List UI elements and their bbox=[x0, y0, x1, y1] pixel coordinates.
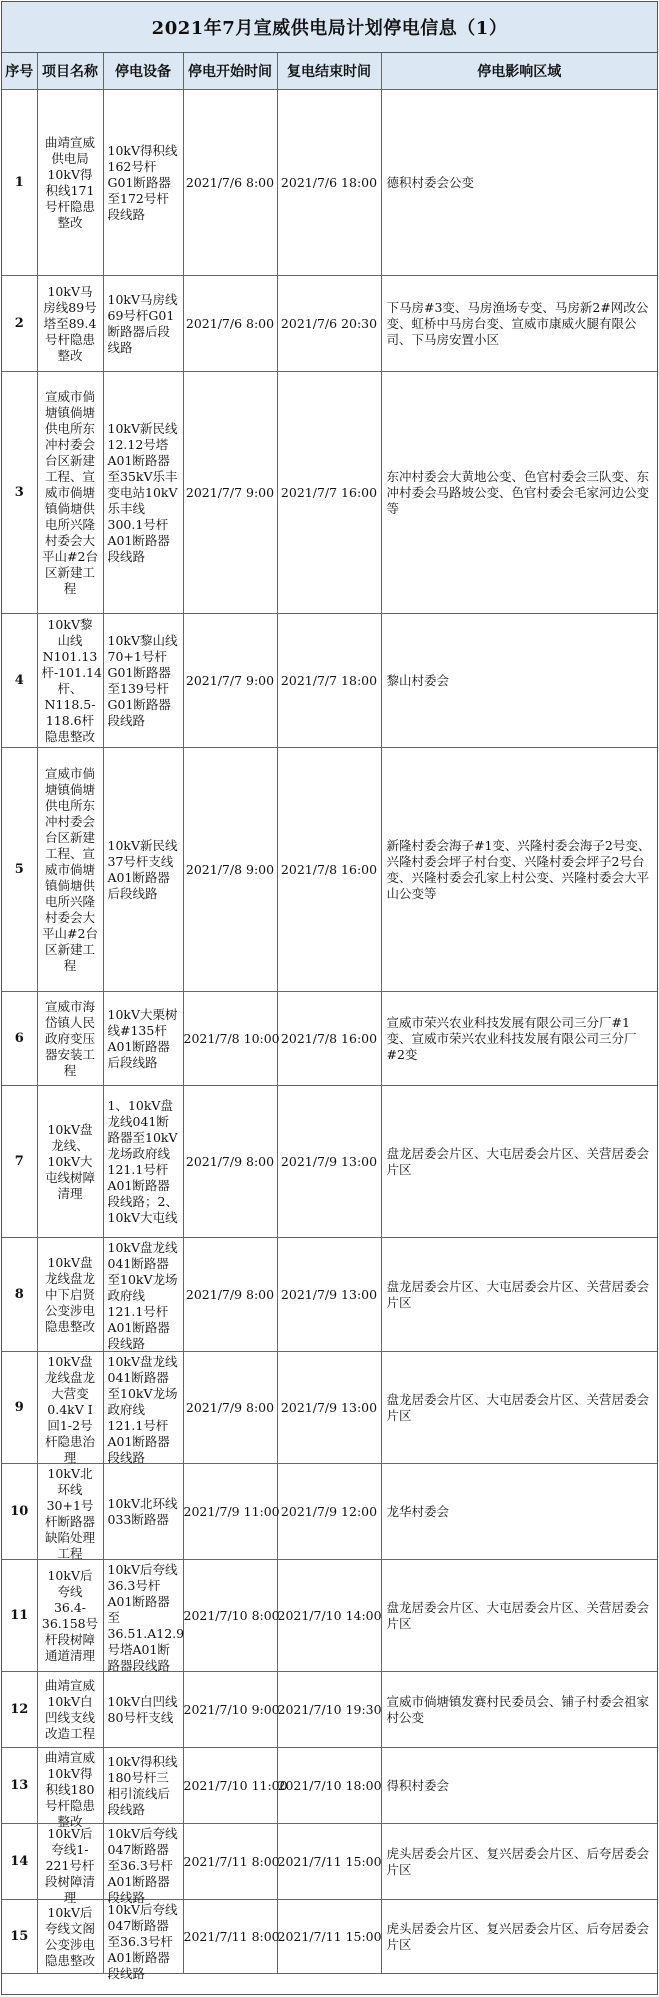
project-name-cell bbox=[37, 1748, 103, 1829]
outage-device: 10kV得积线162号杆G01断路器至172号杆段线路 bbox=[107, 142, 178, 222]
project-name: 10kV后夸线1-221号杆段树障清理 bbox=[44, 1825, 95, 1905]
end-time: 2021/7/6 18:00 bbox=[277, 90, 381, 276]
header-no: 序号 bbox=[2, 53, 37, 90]
start-time: 2021/7/10 9:00 bbox=[183, 1672, 277, 1748]
start-time: 2021/7/7 9:00 bbox=[183, 372, 277, 614]
outage-device: 10kV后夸线047断路器至36.3号杆A01断路器段线路 bbox=[107, 1825, 178, 1905]
project-name: 10kV马房线89号塔至89.4号杆隐患整改 bbox=[43, 283, 97, 363]
affected-area-cell bbox=[381, 1086, 657, 1238]
outage-device: 10kV后夸线36.3号杆A01断路器至36.51.A12.9号塔A01断路器段线路 bbox=[107, 1561, 185, 1673]
outage-device-cell bbox=[103, 1238, 183, 1352]
header-device: 停电设备 bbox=[103, 53, 183, 90]
start-time: 2021/7/6 8:00 bbox=[183, 276, 277, 372]
project-name: 10kV后夸线36.4-36.158号杆段树障通道清理 bbox=[41, 1567, 99, 1663]
row-number: 12 bbox=[2, 1672, 37, 1748]
row-number: 9 bbox=[2, 1352, 37, 1464]
end-time: 2021/7/7 18:00 bbox=[277, 614, 381, 748]
outage-device: 10kV盘龙线041断路器至10kV龙场政府线121.1号杆A01断路器段线路 bbox=[107, 1353, 178, 1465]
project-name-cell bbox=[37, 748, 103, 992]
table-row bbox=[2, 748, 657, 992]
project-name-cell bbox=[37, 1672, 103, 1748]
outage-device-cell bbox=[103, 1464, 183, 1560]
table-row bbox=[2, 372, 657, 614]
table-row bbox=[2, 1672, 657, 1748]
table-row bbox=[2, 1824, 657, 1900]
project-name-cell bbox=[37, 1560, 103, 1672]
row-number: 5 bbox=[2, 748, 37, 992]
project-name-cell bbox=[37, 1086, 103, 1238]
start-time: 2021/7/10 8:00 bbox=[183, 1560, 277, 1672]
outage-device: 10kV后夸线047断路器至36.3号杆A01断路器段线路 bbox=[107, 1901, 178, 1981]
affected-area-cell bbox=[381, 1672, 657, 1748]
project-name-cell bbox=[37, 90, 103, 276]
start-time: 2021/7/9 8:00 bbox=[183, 1086, 277, 1238]
table-row bbox=[2, 614, 657, 748]
header-affected-area: 停电影响区域 bbox=[381, 53, 657, 90]
row-number: 8 bbox=[2, 1238, 37, 1352]
end-time: 2021/7/10 18:00 bbox=[277, 1748, 381, 1824]
start-time: 2021/7/10 11:00 bbox=[183, 1748, 277, 1824]
affected-area-cell bbox=[381, 1824, 657, 1900]
project-name: 10kV盘龙线盘龙大营变0.4kV I回1-2号杆隐患治理 bbox=[44, 1353, 95, 1465]
project-name-cell bbox=[37, 1352, 103, 1464]
outage-device: 10kV黎山线70+1号杆G01断路器至139号杆G01断路器段线路 bbox=[107, 632, 178, 728]
outage-device-cell bbox=[103, 1086, 183, 1238]
start-time: 2021/7/9 11:00 bbox=[183, 1464, 277, 1560]
start-time: 2021/7/9 8:00 bbox=[183, 1352, 277, 1464]
end-time: 2021/7/8 16:00 bbox=[277, 748, 381, 992]
affected-area: 东冲村委会大黄地公变、色官村委会三队变、东冲村委会马路坡公变、色官村委会毛家河边公变等 bbox=[386, 468, 650, 516]
table-row bbox=[2, 90, 657, 276]
project-name: 曲靖宣威10kV得积线180号杆隐患整改 bbox=[44, 1749, 95, 1829]
table-row bbox=[2, 1238, 657, 1352]
outage-device-cell bbox=[103, 1352, 183, 1464]
header-start-time: 停电开始时间 bbox=[183, 53, 277, 90]
project-name-cell bbox=[37, 276, 103, 372]
affected-area: 得积村委会 bbox=[386, 1777, 450, 1793]
start-time: 2021/7/7 9:00 bbox=[183, 614, 277, 748]
project-name-cell bbox=[37, 1238, 103, 1352]
affected-area-cell bbox=[381, 1238, 657, 1352]
end-time: 2021/7/11 15:00 bbox=[277, 1900, 381, 1974]
project-name-cell bbox=[37, 1464, 103, 1560]
outage-device: 10kV北环线033断路器 bbox=[107, 1495, 178, 1527]
affected-area: 盘龙居委会片区、大屯居委会片区、关营居委会片区 bbox=[386, 1145, 650, 1177]
row-number: 4 bbox=[2, 614, 37, 748]
row-number: 1 bbox=[2, 90, 37, 276]
row-number: 13 bbox=[2, 1748, 37, 1824]
affected-area-cell bbox=[381, 372, 657, 614]
header-row bbox=[2, 53, 657, 90]
affected-area-cell bbox=[381, 748, 657, 992]
end-time: 2021/7/10 14:00 bbox=[277, 1560, 381, 1672]
start-time: 2021/7/6 8:00 bbox=[183, 90, 277, 276]
project-name-cell bbox=[37, 614, 103, 748]
row-number: 14 bbox=[2, 1824, 37, 1900]
outage-device-cell bbox=[103, 372, 183, 614]
outage-device: 1、10kV盘龙线041断路器至10kV龙场政府线121.1号杆A01断路器段线路；2、10kV大屯线 bbox=[107, 1097, 178, 1225]
outage-device: 10kV新民线37号杆支线A01断路器后段线路 bbox=[107, 837, 178, 901]
table-row bbox=[2, 992, 657, 1086]
outage-device: 10kV白凹线80号杆支线 bbox=[107, 1693, 178, 1725]
start-time: 2021/7/8 9:00 bbox=[183, 748, 277, 992]
table-row bbox=[2, 1748, 657, 1824]
table-row bbox=[2, 276, 657, 372]
outage-device-cell bbox=[103, 614, 183, 748]
project-name-cell bbox=[37, 992, 103, 1086]
outage-table bbox=[2, 53, 657, 1981]
project-name: 曲靖宣威10kV白凹线支线改造工程 bbox=[44, 1677, 95, 1741]
outage-device: 10kV马房线69号杆G01断路器后段线路 bbox=[107, 291, 178, 355]
affected-area-cell bbox=[381, 1464, 657, 1560]
affected-area: 虎头居委会片区、复兴居委会片区、后夸居委会片区 bbox=[386, 1845, 650, 1877]
affected-area-cell bbox=[381, 1900, 657, 1974]
table-body bbox=[2, 90, 657, 1981]
row-number: 7 bbox=[2, 1086, 37, 1238]
project-name-cell bbox=[37, 1824, 103, 1905]
project-name: 10kV盘龙线、10kV大屯线树障清理 bbox=[44, 1121, 95, 1201]
project-name: 宣威市倘塘镇倘塘供电所东冲村委会台区新建工程、宣威市倘塘镇倘塘供电所兴隆村委会大平山#2台区新建工程 bbox=[42, 765, 98, 973]
outage-device-cell bbox=[103, 1824, 183, 1905]
end-time: 2021/7/9 13:00 bbox=[277, 1238, 381, 1352]
affected-area: 盘龙居委会片区、大屯居委会片区、关营居委会片区 bbox=[386, 1391, 650, 1423]
affected-area-cell bbox=[381, 1352, 657, 1464]
affected-area: 新隆村委会海子#1变、兴隆村委会海子2号变、兴隆村委会坪子村台变、兴隆村委会坪子2号台变、兴隆村委会孔家上村公变、兴隆村委会大平山公变等 bbox=[386, 837, 651, 901]
end-time: 2021/7/9 12:00 bbox=[277, 1464, 381, 1560]
outage-device-cell bbox=[103, 90, 183, 276]
row-number: 6 bbox=[2, 992, 37, 1086]
affected-area-cell bbox=[381, 276, 657, 372]
outage-device-cell bbox=[103, 1672, 183, 1748]
affected-area: 宣威市倘塘镇发赛村民委员会、铺子村委会祖家村公变 bbox=[386, 1693, 650, 1725]
project-name-cell bbox=[37, 372, 103, 614]
project-name: 10kV后夸线文阁公变涉电隐患整改 bbox=[44, 1904, 95, 1968]
end-time: 2021/7/10 19:30 bbox=[277, 1672, 381, 1748]
affected-area: 虎头居委会片区、复兴居委会片区、后夸居委会片区 bbox=[386, 1920, 650, 1952]
start-time: 2021/7/8 10:00 bbox=[183, 992, 277, 1086]
affected-area: 宣威市荣兴农业科技发展有限公司三分厂#1变、宣威市荣兴农业科技发展有限公司三分厂#2变 bbox=[386, 1014, 637, 1062]
project-name: 10kV盘龙线盘龙中下启贤公变涉电隐患整改 bbox=[44, 1254, 95, 1334]
project-name: 宣威市海岱镇人民政府变压器安装工程 bbox=[44, 998, 95, 1078]
outage-device: 10kV新民线12.12号塔A01断路器至35kV乐丰变电站10kV乐丰线300.1号杆A01断路器段线路 bbox=[107, 420, 178, 564]
row-number: 11 bbox=[2, 1560, 37, 1672]
outage-device-cell bbox=[103, 276, 183, 372]
outage-device-cell bbox=[103, 1560, 183, 1672]
end-time: 2021/7/7 16:00 bbox=[277, 372, 381, 614]
header-project-name: 项目名称 bbox=[37, 53, 103, 90]
affected-area: 盘龙居委会片区、大屯居委会片区、关营居委会片区 bbox=[386, 1278, 650, 1310]
header-end-time: 复电结束时间 bbox=[277, 53, 381, 90]
row-number: 10 bbox=[2, 1464, 37, 1560]
row-number: 3 bbox=[2, 372, 37, 614]
affected-area: 盘龙居委会片区、大屯居委会片区、关营居委会片区 bbox=[386, 1599, 650, 1631]
outage-device-cell bbox=[103, 1748, 183, 1824]
affected-area: 下马房#3变、马房渔场专变、马房新2#网改公变、虹桥中马房台变、宣威市康威火腿有限公司、下马房安置小区 bbox=[386, 299, 649, 347]
project-name-cell bbox=[37, 1900, 103, 1974]
row-number: 15 bbox=[2, 1900, 37, 1974]
outage-device: 10kV得积线180号杆三相引流线后段线路 bbox=[107, 1753, 178, 1817]
affected-area-cell bbox=[381, 90, 657, 276]
start-time: 2021/7/9 8:00 bbox=[183, 1238, 277, 1352]
project-name: 宣威市倘塘镇倘塘供电所东冲村委会台区新建工程、宣威市倘塘镇倘塘供电所兴隆村委会大平山#2台区新建工程 bbox=[42, 388, 98, 596]
end-time: 2021/7/6 20:30 bbox=[277, 276, 381, 372]
start-time: 2021/7/11 8:00 bbox=[183, 1824, 277, 1900]
end-time: 2021/7/9 13:00 bbox=[277, 1086, 381, 1238]
outage-device: 10kV盘龙线041断路器至10kV龙场政府线121.1号杆A01断路器段线路 bbox=[107, 1239, 178, 1351]
affected-area-cell bbox=[381, 992, 657, 1086]
document-title: 2021年7月宣威供电局计划停电信息（1） bbox=[2, 2, 657, 53]
start-time: 2021/7/11 8:00 bbox=[183, 1900, 277, 1974]
affected-area-cell bbox=[381, 1560, 657, 1672]
table-row bbox=[2, 1464, 657, 1560]
project-name: 10kV北环线30+1号杆断路器缺陷处理工程 bbox=[44, 1465, 95, 1561]
end-time: 2021/7/11 15:00 bbox=[277, 1824, 381, 1900]
notice-document bbox=[1, 1, 658, 1995]
outage-device-cell bbox=[103, 1900, 183, 1981]
project-name: 曲靖宣威供电局10kV得积线171号杆隐患整改 bbox=[44, 134, 95, 230]
project-name: 10kV黎山线N101.13杆-101.14杆、N118.5-118.6杆隐患整改 bbox=[41, 616, 102, 744]
table-row bbox=[2, 1900, 657, 1974]
table-row bbox=[2, 1560, 657, 1672]
table-row bbox=[2, 1086, 657, 1238]
table-row bbox=[2, 1352, 657, 1464]
affected-area: 德积村委会公变 bbox=[386, 174, 475, 190]
outage-device: 10kV大栗树线#135杆A01断路器后段线路 bbox=[107, 1006, 178, 1070]
outage-device-cell bbox=[103, 748, 183, 992]
affected-area-cell bbox=[381, 614, 657, 748]
affected-area: 黎山村委会 bbox=[386, 672, 450, 688]
outage-device-cell bbox=[103, 992, 183, 1086]
affected-area: 龙华村委会 bbox=[386, 1503, 450, 1519]
end-time: 2021/7/8 16:00 bbox=[277, 992, 381, 1086]
row-number: 2 bbox=[2, 276, 37, 372]
end-time: 2021/7/9 13:00 bbox=[277, 1352, 381, 1464]
affected-area-cell bbox=[381, 1748, 657, 1824]
